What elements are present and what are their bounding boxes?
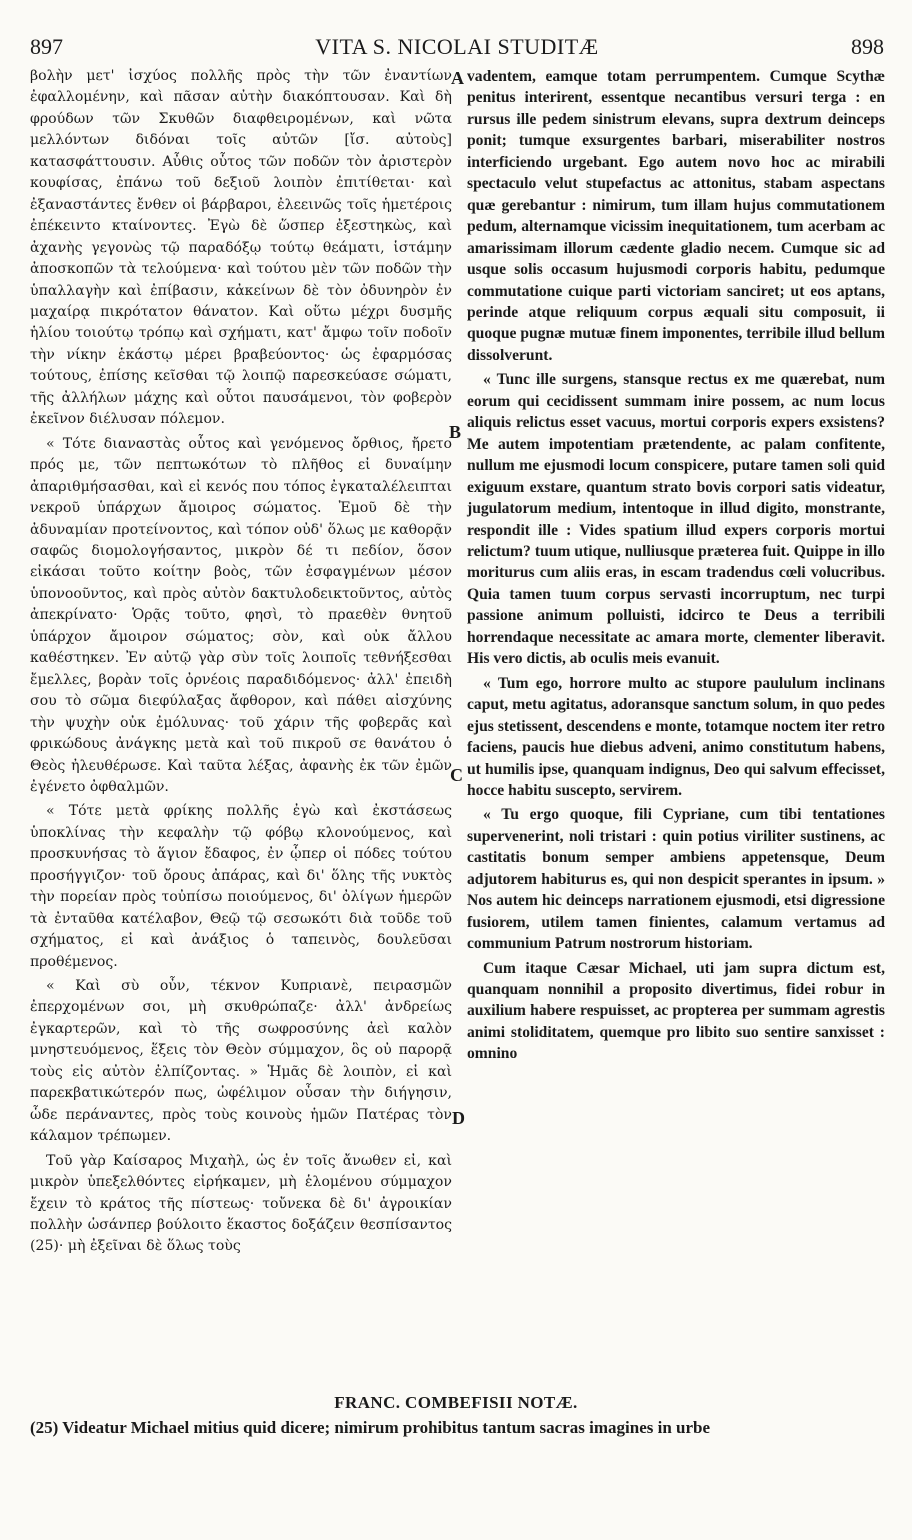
- greek-paragraph: « Καὶ σὺ οὖν, τέκνον Κυπριανὲ, πειρασμῶν ἐπερχομένων σοι, μὴ σκυθρώπαζε· ἀλλ' ἀνδρείως ἐγκαρτερῶν, καὶ τὸ τῆς σωφροσύνης ἀεὶ καλὸν μνηστευόμενος, ἕξεις τὸν Θεὸν σύμμαχον, ὃς οὐ παρορᾷ τοὺς εἰς αὐτὸν ἐλπίζοντας. » Ἡμᾶς δὲ λοιπὸν, εἰ καὶ παρεκβατικώτερόν πως, ὠφέλιμον οὖσαν τὴν διήγησιν, ὧδε περάναντες, πρὸς τοὺς κοινοὺς ἡμῶν Πατέρας τὸν κάλαμον τρέπωμεν.: [30, 978, 452, 1145]
- latin-paragraph: « Tu ergo quoque, fili Cypriane, cum tibi tentationes supervenerint, noli tristari : quin potius viriliter sustinens, ac castitatis bonum semper ambiens appetensque, Deum adjutorem habiturus es, qui non despicit sperantes in ipsum. » Nos autem hic deinceps narrationem ejusmodi, etsi digressione fusiorem, utilem tamen finientes, calamum vertamus ad communium Patrum nostrorum historiam.: [467, 806, 885, 953]
- page-header: [30, 34, 884, 60]
- page-number-right: 898: [851, 34, 884, 59]
- section-marker-a: A: [451, 68, 464, 88]
- latin-paragraph: vadentem, eamque totam perrumpentem. Cumque Scythæ penitus interirent, essentque necantibus versuri terga : en rursus ille pedem sinistrum elevans, supra dextrum deinceps ponit; tumque exsurgentes barbari, miserabiliter nostros interficiendo urgebant. Ego autem novo hoc ac mirabili spectaculo velut stupefactus ac attonitus, stabam aspectans quæ gerebantur : nimirum, tum illam hujus commutationem pedum, alternamque vicissim inequitationem, tum acerbam ac amarissimam illorum cædente gladio necem. Cumque sic ad usque solis occasum hujusmodi corporis habitu, pedumque commutatione cuique parti victoriam sanciret; ut eos aptans, perinde atque reliquum corpus æquali situ composuit, ii quoque pugnæ mutuæ finem imponentes, terribile illud bellum dissolverunt.: [467, 68, 885, 364]
- section-marker-b: B: [449, 422, 462, 442]
- notes-heading: FRANC. COMBEFISII NOTÆ.: [334, 1393, 578, 1412]
- latin-paragraph: Cum itaque Cæsar Michael, uti jam supra dictum est, quanquam nonnihil a proposito divertimus, fidei robur in auxilium habere respuisset, ac propterea per summam agrestis animi stoliditatem, quemque pro libito suo sentire sanxisset : omnino: [467, 959, 885, 1063]
- page-number-left: 897: [30, 34, 63, 59]
- greek-column: [30, 66, 452, 1258]
- greek-paragraph: Τοῦ γὰρ Καίσαρος Μιχαὴλ, ὡς ἐν τοῖς ἄνωθεν εἰ, καὶ μικρὸν ὑπεξελθόντες εἰρήκαμεν, μὴ ἑλομένου σύμμαχον ἔχειν τὸ κράτος τῆς πίστεως· τοὔνεκα δὲ δι' ἀγροικίαν πολλὴν ὡσάνπερ βούλοιτο ἕκαστος δοξάζειν θεσπίσαντος (25)· μὴ ἐξεῖναι δὲ ὅλως τοὺς: [30, 1152, 452, 1255]
- latin-paragraph: « Tunc ille surgens, stansque rectus ex me quærebat, num eorum qui cecidissent summam inire possem, ac num locus aliquis relictus esset vacuus, mortui corporis expers exsistens? Me autem impotentiam prætendente, ac palam confitente, nullum me ejusmodi locum conspicere, putare tamen soli quid exiguum exstare, quantum strato bovis corpori satis videatur, jugulatorum medium, intentoque in illud digito, monstrante, respondit ille : Vides spatium illud expers corporis mortui relictum? tuum utique, nulliusque præterea fuit. Quippe in illo moriturus cum aliis eras, in escam tradendus cœli volucribus. Quia tamen tuum corpus servasti incorruptum, nec turpi passione animum polluisti, idcirco te Deus a terribili horrendaque necessitate ac amara morte, clementer liberavit. His vero dictis, ab oculis meis evanuit.: [467, 371, 885, 668]
- footnote: (25) Videatur Michael mitius quid dicere; nimirum prohibitus tantum sacras imagines in urbe: [30, 1418, 711, 1437]
- greek-paragraph: « Τότε μετὰ φρίκης πολλῆς ἐγὼ καὶ ἐκστάσεως ὑποκλίνας τὴν κεφαλὴν τῷ φόβῳ κλονούμενος, καὶ προσκυνήσας τὸ ἅγιον ἔδαφος, ἐν ᾧπερ οἱ πόδες τούτου προσήγγιζον· τοῦ ὄρους ἀπάρας, καὶ δι' ὅλης τῆς νυκτὸς τὴν πορείαν πρὸς τοὐπίσω ποιούμενος, δι' ὀλίγων ἡμερῶν τὰ ἐνταῦθα κατέλαβον, Θεῷ τῷ σεσωκότι διὰ τοῦδε τοῦ σχήματος, εἰ καὶ ἀνάξιος ὁ ταπεινὸς, δουλεῦσαι προθέμενος.: [30, 803, 452, 970]
- greek-paragraph: « Τότε διαναστὰς οὗτος καὶ γενόμενος ὄρθιος, ἤρετο πρός με, τῶν πεπτωκότων τὸ πλῆθος εἰ δυναίμην ἀπαριθμήσασθαι, καὶ εἰ κενός που τόπος ἐγκαταλέλειπται νεκροῦ ὑπάρχων ἄμοιρος σώματος. Ἐμοῦ δὲ τὴν ἀδυναμίαν προτείνοντος, καὶ τόπον οὐδ' ὅλως με καθορᾷν σαφῶς διομολογήσαντος, μικρὸν δέ τι πεδίον, ὅσον εἰκάσαι τοῦτο κοίτην βοὸς, τῶν ἐσφαγμένων μέσον ὑπονοοῦντος, καὶ πρὸς αὐτὸν δακτυλοδεικτοῦντος, αὐτὸς ἀπεκρίνατο· Ὁρᾷς τοῦτο, φησὶ, τὸ πραεθὲν θνητοῦ ὑπάρχον ἄμοιρον σώματος; σὸν, καὶ οὐκ ἄλλου καθέστηκεν. Ἐν αὐτῷ γὰρ σὺν τοῖς λοιποῖς τεθνήξεσθαι ἔμελλες, βορὰν τοῖς ὀρνέοις παραδιδόμενος· ἀλλ' ἐπειδὴ σου τὸ σῶμα διεφύλαξας ἄφθορον, καὶ πάθει αἰσχύνης τὴν ψυχὴν οὐκ ἐμόλυνας· τοῦ χάριν τῆς φοβερᾶς καὶ φρικώδους ἀνάγκης μετὰ καὶ τοῦ πικροῦ σε θανάτου ὁ Θεὸς ἠλευθέρωσε. Καὶ ταῦτα λέξας, ἀφανὴς ἐκ τῶν ἐμῶν ἐγένετο ὀφθαλμῶν.: [30, 435, 452, 795]
- latin-paragraph: « Tum ego, horrore multo ac stupore paululum inclinans caput, metu agitatus, adoransque sanctum solum, in quo pedes ejus stetissent, descendens e monte, totamque noctem iter retro faciens, paucis hue diebus adveni, animo constitutum habens, ut humilis ipse, quanquam indignus, Deo qui salvum effecisset, hocce habitu suscepto, servirem.: [467, 674, 885, 799]
- section-marker-c: C: [450, 765, 463, 785]
- latin-column: [467, 66, 885, 1065]
- running-title: VITA S. NICOLAI STUDITÆ: [315, 34, 599, 59]
- section-marker-d: D: [452, 1108, 465, 1128]
- greek-paragraph: βολὴν μετ' ἰσχύος πολλῆς πρὸς τὴν τῶν ἐναντίων ἐφαλλομένην, καὶ πᾶσαν αὐτὴν διακόπτουσαν. Καὶ δὴ φρούδων τῶν Σκυθῶν διαφθειρομένων, καὶ νῶτα μελλόντων διδόναι τοῖς αὐτῶν [ἴσ. αὐτοὺς] κατασφάττουσιν. Αὖθις οὗτος τῶν ποδῶν τὸν ἀριστερὸν κουφίσας, ἐπάνω τοῦ δεξιοῦ λοιπὸν ἐπιτίθεται· καὶ ἐξαναστάντες ἔνθεν οἱ βάρβαροι, ἐλεεινῶς τοῖς ἡμετέροις ἐπέκειντο κταίνοντες. Ἐγὼ δὲ ὥσπερ ἐξεστηκὼς, καὶ ἀχανὴς γεγονὼς τῷ παραδόξῳ τούτῳ θεάματι, ἱστάμην ἀποσκοπῶν τὰ τελούμενα· καὶ τούτου μὲν τῶν ποδῶν τὴν ὑπαλλαγὴν καὶ ἐπίβασιν, κἀκείνων δὲ τὸν ὀδυνηρὸν ἐν μαχαίρᾳ πικρότατον θάνατον. Καὶ οὕτω μέχρι δυσμῆς ἡλίου τοιούτῳ τρόπῳ καὶ σχήματι, κατ' ἄμφω τοῖν ποδοῖν τὴν νίκην ἑκάστῳ μέρει βραβεύοντος· ὡς ἐφαρμόσας τούτους, ἐπίσης κεῖσθαι τῷ λοιπῷ παρεσκεύασε σώματι, τῆς ἀλλήλων μάχης καὶ οὗτοι παυσάμενοι, τὸν φοβερὸν ἐκεῖνον διέλυσαν πόλεμον.: [30, 68, 452, 428]
